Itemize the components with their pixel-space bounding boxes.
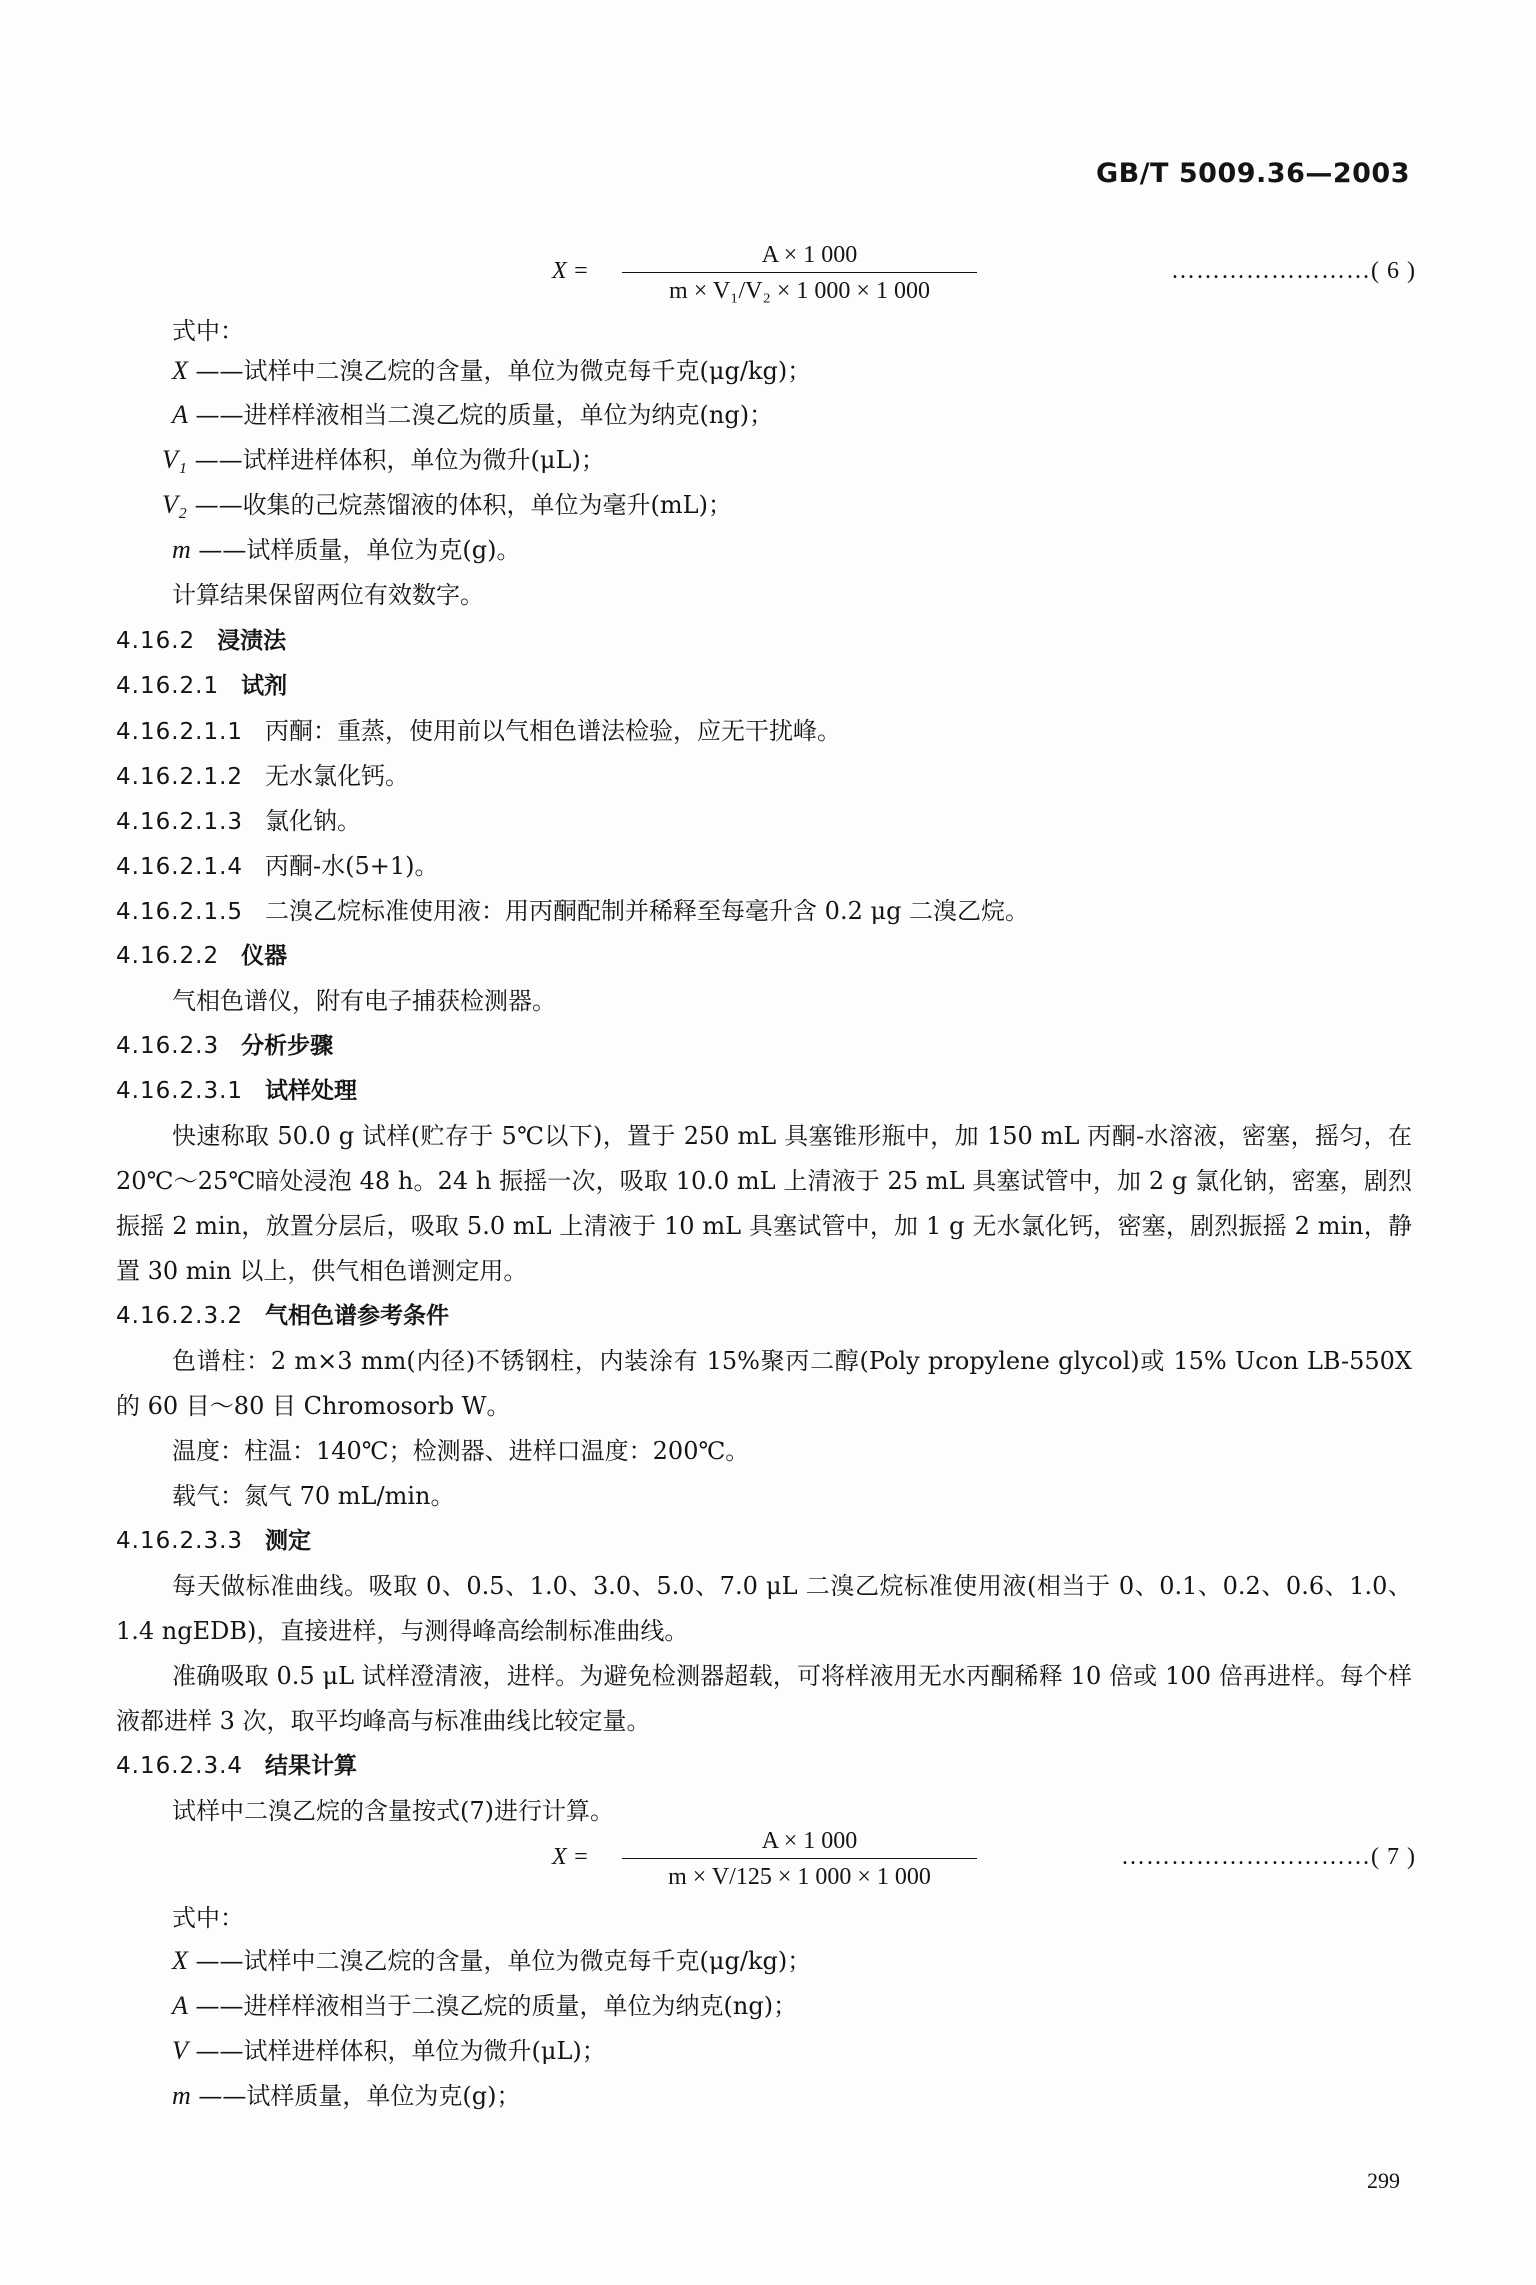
injection-paragraph: 准确吸取 0.5 μL 试样澄清液，进样。为避免检测器超载，可将样液用无水丙酮稀释 10 倍或 100 倍再进样。每个样液都进样 3 次，取平均峰高与标准曲线比较定量。 — [116, 1662, 1412, 1735]
formula-7 — [0, 1826, 1536, 1896]
section-number: 4.16.2.1.4 — [116, 854, 244, 880]
section-number: 4.16.2 — [116, 628, 196, 654]
formula-6-fraction — [622, 240, 977, 306]
variable-description: ——收集的己烷蒸馏液的体积，单位为毫升(mL)； — [194, 491, 732, 519]
fraction-bar — [622, 1858, 977, 1859]
section-heading — [116, 1751, 357, 1781]
variable-symbol: X — [172, 356, 188, 385]
variable-definition — [172, 1946, 811, 1976]
section-number: 4.16.2.1.2 — [116, 764, 244, 790]
variable-description: ——进样样液相当二溴乙烷的质量，单位为纳克(ng)； — [195, 401, 774, 429]
variable-symbol: A — [172, 400, 188, 429]
variable-definition — [172, 400, 773, 430]
sample-treatment-paragraph: 快速称取 50.0 g 试样(贮存于 5℃以下)，置于 250 mL 具塞锥形瓶中，加 150 mL 丙酮-水溶液，密塞，摇匀，在 20℃～25℃暗处浸泡 48 h。24 h 振摇一次，吸取 10.0 mL 上清液于 25 mL 具塞试管中，加 2 g 氯化钠，密塞，剧烈振摇 2 min，放置分层后，吸取 5.0 mL 上清液于 10 mL 具塞试管中，加 1 g 无水氯化钙，密塞，剧烈振摇 2 min，静置 30 min 以上，供气相色谱测定用。 — [116, 1122, 1412, 1285]
gc-temperature-text: 温度：柱温：140℃；检测器、进样口温度：200℃。 — [172, 1437, 750, 1465]
formula-7-numerator: A × 1 000 — [761, 1828, 858, 1854]
section-number: 4.16.2.3.3 — [116, 1528, 244, 1554]
reagent-item — [116, 716, 841, 747]
variable-description: ——试样进样体积，单位为微升(μL)； — [195, 2037, 606, 2065]
where-label: 式中： — [172, 317, 244, 345]
page-number: 299 — [1367, 2168, 1400, 2193]
section-number: 4.16.2.1.1 — [116, 719, 244, 745]
variable-definition — [172, 2081, 521, 2111]
formula-7-lhs: X = — [552, 1844, 589, 1870]
section-number: 4.16.2.3 — [116, 1033, 220, 1059]
section-number: 4.16.2.3.2 — [116, 1303, 244, 1329]
formula-6-lhs: X = — [552, 258, 589, 284]
section-title: 试样处理 — [265, 1078, 358, 1104]
section-title: 试剂 — [241, 673, 288, 699]
section-heading — [116, 1031, 333, 1061]
section-number: 4.16.2.1.5 — [116, 899, 244, 925]
item-text: 丙酮：重蒸，使用前以气相色谱法检验，应无干扰峰。 — [265, 717, 842, 745]
standard-code: GB/T 5009.36—2003 — [1095, 158, 1410, 189]
variable-definition — [162, 445, 605, 475]
section-title: 结果计算 — [265, 1753, 358, 1779]
variable-symbol: A — [172, 1991, 188, 2020]
section-heading — [116, 1526, 311, 1556]
variable-symbol: X — [172, 1946, 188, 1975]
formula-6-number: ……………………( 6 ) — [1171, 258, 1416, 284]
section-heading — [116, 941, 287, 971]
variable-definition — [172, 1991, 797, 2021]
variable-description: ——试样进样体积，单位为微升(μL)； — [194, 446, 605, 474]
section-number: 4.16.2.2 — [116, 943, 220, 969]
reagent-item — [116, 806, 361, 837]
variable-description: ——试样中二溴乙烷的含量，单位为微克每千克(μg/kg)； — [195, 357, 812, 385]
gc-column-paragraph: 色谱柱：2 m×3 mm(内径)不锈钢柱，内装涂有 15%聚丙二醇(Poly propylene glycol)或 15% Ucon LB-550X 的 60 目～80 目 Chromosorb W。 — [116, 1347, 1412, 1420]
section-title: 气相色谱参考条件 — [265, 1303, 450, 1329]
variable-definition — [172, 535, 521, 565]
reagent-item — [116, 896, 1029, 927]
standard-curve-paragraph: 每天做标准曲线。吸取 0、0.5、1.0、3.0、5.0、7.0 μL 二溴乙烷标准使用液(相当于 0、0.1、0.2、0.6、1.0、1.4 ngEDB)，直接进样，与测得峰高绘制标准曲线。 — [116, 1572, 1412, 1645]
formula-6-numerator: A × 1 000 — [761, 242, 858, 268]
variable-definition — [162, 490, 732, 520]
section-number: 4.16.2.3.4 — [116, 1753, 244, 1779]
section-heading — [116, 626, 286, 656]
section-title: 浸渍法 — [217, 628, 287, 654]
variable-description: ——试样质量，单位为克(g)。 — [198, 536, 521, 564]
section-title: 分析步骤 — [241, 1033, 334, 1059]
section-heading — [116, 671, 287, 701]
section-number: 4.16.2.3.1 — [116, 1078, 244, 1104]
rounding-note: 计算结果保留两位有效数字。 — [172, 581, 484, 609]
variable-definition — [172, 2036, 606, 2066]
formula-6-denominator: m × V₁/V₂ × 1 000 × 1 000 — [669, 278, 930, 304]
variable-symbol: m — [172, 535, 191, 564]
reagent-item — [116, 851, 439, 882]
gc-carrier-gas-text: 载气：氮气 70 mL/min。 — [172, 1482, 455, 1510]
instrument-text: 气相色谱仪，附有电子捕获检测器。 — [172, 987, 556, 1015]
formula-7-number: …………………………( 7 ) — [1121, 1844, 1416, 1870]
item-text: 氯化钠。 — [265, 807, 362, 835]
variable-description: ——进样样液相当于二溴乙烷的质量，单位为纳克(ng)； — [195, 1992, 798, 2020]
fraction-bar — [622, 272, 977, 273]
item-text: 无水氯化钙。 — [265, 762, 410, 790]
variable-symbol: V₂ — [162, 490, 187, 519]
where-label: 式中： — [172, 1904, 244, 1932]
section-number: 4.16.2.1.3 — [116, 809, 244, 835]
variable-symbol: V₁ — [162, 445, 187, 474]
variable-description: ——试样中二溴乙烷的含量，单位为微克每千克(μg/kg)； — [195, 1947, 812, 1975]
section-title: 测定 — [265, 1528, 312, 1554]
formula-6 — [0, 240, 1536, 310]
section-title: 仪器 — [241, 943, 288, 969]
calculation-intro: 试样中二溴乙烷的含量按式(7)进行计算。 — [172, 1797, 614, 1825]
section-heading — [116, 1076, 357, 1106]
reagent-item — [116, 761, 409, 792]
variable-definition — [172, 356, 811, 386]
item-text: 丙酮-水(5+1)。 — [265, 852, 439, 880]
variable-description: ——试样质量，单位为克(g)； — [198, 2082, 521, 2110]
variable-symbol: m — [172, 2081, 191, 2110]
section-number: 4.16.2.1 — [116, 673, 220, 699]
formula-7-fraction — [622, 1826, 977, 1892]
section-heading — [116, 1301, 449, 1331]
formula-7-denominator: m × V/125 × 1 000 × 1 000 — [668, 1864, 931, 1890]
variable-symbol: V — [172, 2036, 188, 2065]
item-text: 二溴乙烷标准使用液：用丙酮配制并稀释至每毫升含 0.2 μg 二溴乙烷。 — [265, 897, 1030, 925]
